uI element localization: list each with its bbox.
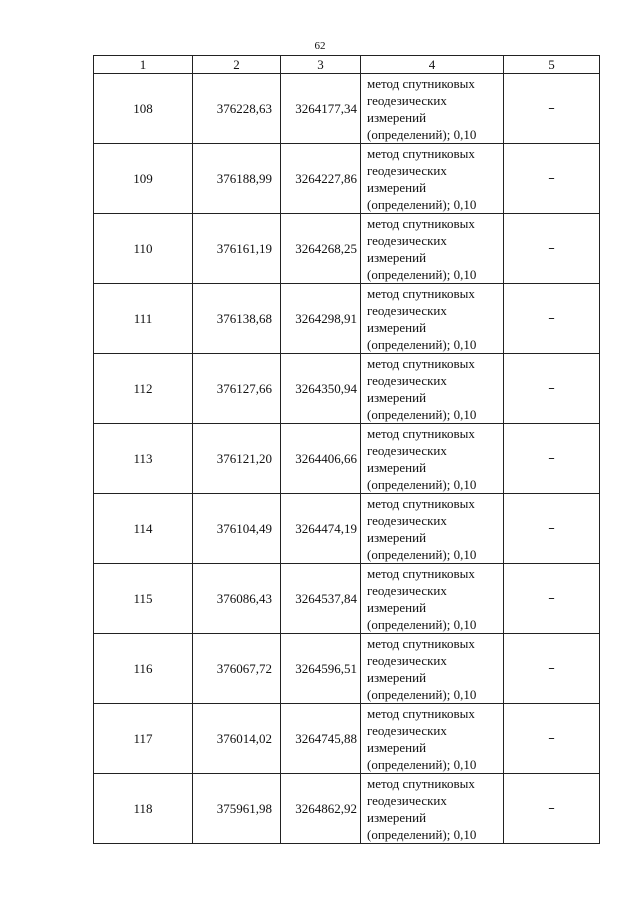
note-cell: – bbox=[504, 494, 600, 564]
header-cell-2: 2 bbox=[193, 56, 281, 74]
x-coordinate-cell: 376228,63 bbox=[193, 74, 281, 144]
y-coordinate-cell: 3264474,19 bbox=[281, 494, 361, 564]
table-row bbox=[94, 774, 600, 844]
note-cell: – bbox=[504, 564, 600, 634]
point-number-cell: 117 bbox=[94, 704, 193, 774]
coordinates-table bbox=[93, 55, 600, 844]
table-row bbox=[94, 704, 600, 774]
point-number-cell: 110 bbox=[94, 214, 193, 284]
y-coordinate-cell: 3264862,92 bbox=[281, 774, 361, 844]
point-number-cell: 118 bbox=[94, 774, 193, 844]
x-coordinate-cell: 376086,43 bbox=[193, 564, 281, 634]
point-number-cell: 108 bbox=[94, 74, 193, 144]
y-coordinate-cell: 3264298,91 bbox=[281, 284, 361, 354]
note-cell: – bbox=[504, 354, 600, 424]
table-row bbox=[94, 144, 600, 214]
y-coordinate-cell: 3264537,84 bbox=[281, 564, 361, 634]
table-row bbox=[94, 214, 600, 284]
note-cell: – bbox=[504, 284, 600, 354]
x-coordinate-cell: 376014,02 bbox=[193, 704, 281, 774]
x-coordinate-cell: 376188,99 bbox=[193, 144, 281, 214]
point-number-cell: 111 bbox=[94, 284, 193, 354]
note-cell: – bbox=[504, 144, 600, 214]
header-cell-1: 1 bbox=[94, 56, 193, 74]
point-number-cell: 115 bbox=[94, 564, 193, 634]
method-cell: метод спутниковых геодезических измерений (определений); 0,10 bbox=[361, 774, 504, 844]
point-number-cell: 109 bbox=[94, 144, 193, 214]
point-number-cell: 116 bbox=[94, 634, 193, 704]
point-number-cell: 113 bbox=[94, 424, 193, 494]
header-cell-4: 4 bbox=[361, 56, 504, 74]
method-cell: метод спутниковых геодезических измерений (определений); 0,10 bbox=[361, 424, 504, 494]
method-cell: метод спутниковых геодезических измерений (определений); 0,10 bbox=[361, 74, 504, 144]
note-cell: – bbox=[504, 424, 600, 494]
method-cell: метод спутниковых геодезических измерений (определений); 0,10 bbox=[361, 284, 504, 354]
table-row bbox=[94, 494, 600, 564]
y-coordinate-cell: 3264596,51 bbox=[281, 634, 361, 704]
method-cell: метод спутниковых геодезических измерений (определений); 0,10 bbox=[361, 494, 504, 564]
page-number: 62 bbox=[314, 40, 326, 52]
y-coordinate-cell: 3264745,88 bbox=[281, 704, 361, 774]
y-coordinate-cell: 3264268,25 bbox=[281, 214, 361, 284]
point-number-cell: 112 bbox=[94, 354, 193, 424]
x-coordinate-cell: 376161,19 bbox=[193, 214, 281, 284]
method-cell: метод спутниковых геодезических измерений (определений); 0,10 bbox=[361, 144, 504, 214]
y-coordinate-cell: 3264177,34 bbox=[281, 74, 361, 144]
x-coordinate-cell: 376121,20 bbox=[193, 424, 281, 494]
x-coordinate-cell: 376127,66 bbox=[193, 354, 281, 424]
x-coordinate-cell: 376104,49 bbox=[193, 494, 281, 564]
x-coordinate-cell: 375961,98 bbox=[193, 774, 281, 844]
method-cell: метод спутниковых геодезических измерений (определений); 0,10 bbox=[361, 634, 504, 704]
y-coordinate-cell: 3264406,66 bbox=[281, 424, 361, 494]
table-header-row bbox=[94, 56, 600, 74]
table-row bbox=[94, 564, 600, 634]
method-cell: метод спутниковых геодезических измерений (определений); 0,10 bbox=[361, 214, 504, 284]
note-cell: – bbox=[504, 774, 600, 844]
note-cell: – bbox=[504, 704, 600, 774]
y-coordinate-cell: 3264350,94 bbox=[281, 354, 361, 424]
note-cell: – bbox=[504, 214, 600, 284]
table-row bbox=[94, 74, 600, 144]
method-cell: метод спутниковых геодезических измерений (определений); 0,10 bbox=[361, 704, 504, 774]
table-row bbox=[94, 284, 600, 354]
note-cell: – bbox=[504, 74, 600, 144]
x-coordinate-cell: 376067,72 bbox=[193, 634, 281, 704]
method-cell: метод спутниковых геодезических измерений (определений); 0,10 bbox=[361, 564, 504, 634]
note-cell: – bbox=[504, 634, 600, 704]
table-row bbox=[94, 354, 600, 424]
table-row bbox=[94, 634, 600, 704]
method-cell: метод спутниковых геодезических измерений (определений); 0,10 bbox=[361, 354, 504, 424]
point-number-cell: 114 bbox=[94, 494, 193, 564]
header-cell-5: 5 bbox=[504, 56, 600, 74]
table-row bbox=[94, 424, 600, 494]
x-coordinate-cell: 376138,68 bbox=[193, 284, 281, 354]
header-cell-3: 3 bbox=[281, 56, 361, 74]
y-coordinate-cell: 3264227,86 bbox=[281, 144, 361, 214]
